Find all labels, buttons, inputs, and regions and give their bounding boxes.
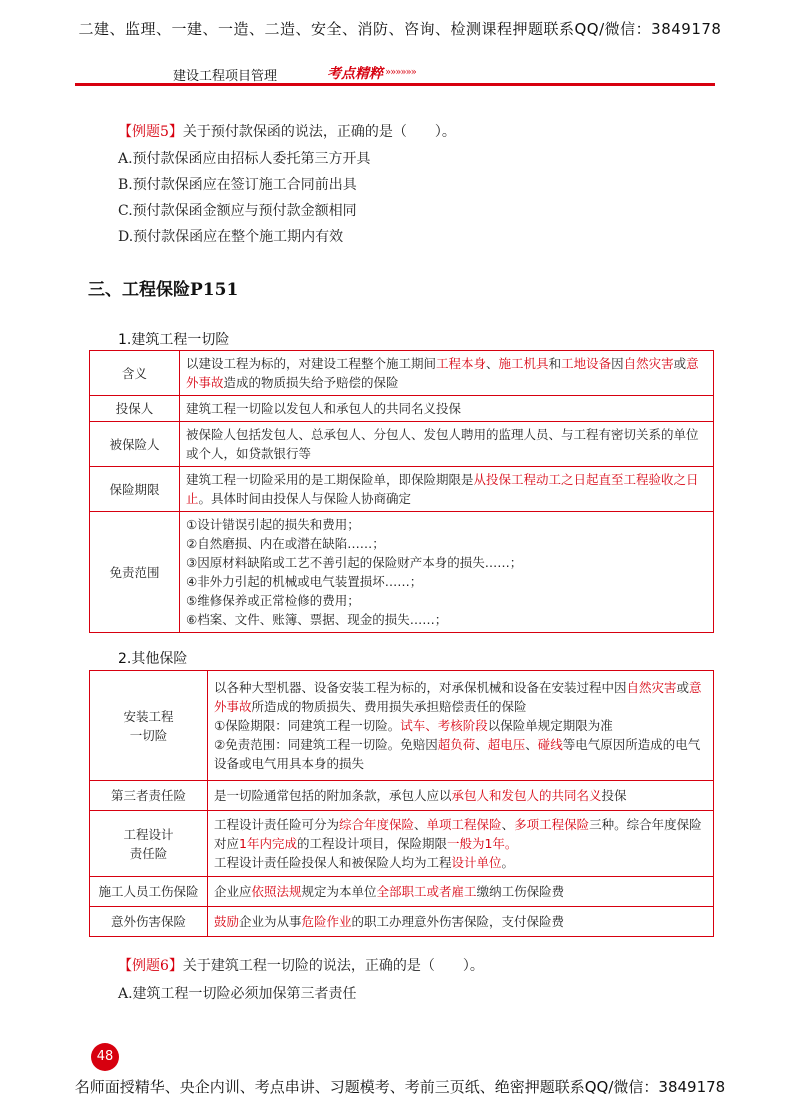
table-row <box>90 512 714 633</box>
header-arrows-icon: »»»»»» <box>385 67 416 78</box>
list-item: ③因原材料缺陷或工艺不善引起的保险财产本身的损失……； <box>186 555 523 570</box>
table-row <box>90 351 714 396</box>
example5-text: 关于预付款保函的说法，正确的是（ ）。 <box>182 124 456 140</box>
table-row <box>90 781 714 811</box>
row-key: 施工人员工伤保险 <box>90 877 208 907</box>
example5-tag: 【例题5】 <box>118 124 183 140</box>
example5-option-b: B.预付款保函应在签订施工合同前出具 <box>118 177 357 193</box>
header-title: 建设工程项目管理 <box>173 69 278 84</box>
table-row <box>90 877 714 907</box>
bottom-banner: 名师面授精华、央企内训、考点串讲、习题模考、考前三页纸、绝密押题联系QQ/微信：3849178 <box>74 1078 726 1096</box>
list-item: ⑤维修保养或正常检修的费用； <box>186 593 360 608</box>
row-key: 意外伤害保险 <box>90 907 208 937</box>
subsection-title-1: 1.建筑工程一切险 <box>118 332 230 348</box>
table-row <box>90 422 714 467</box>
list-item: ①设计错误引起的损失和费用； <box>186 517 360 532</box>
other-insurance-table <box>89 670 714 937</box>
section-title: 三、工程保险P151 <box>88 280 239 300</box>
page-number: 48 <box>91 1043 119 1071</box>
example6-tag: 【例题6】 <box>118 958 183 974</box>
row-key: 安装工程 一切险 <box>90 671 208 781</box>
subsection-title-2: 2.其他保险 <box>118 651 188 667</box>
row-value: 鼓励企业为从事危险作业的职工办理意外伤害保险，支付保险费 <box>208 907 714 937</box>
list-item: ②自然磨损、内在或潜在缺陷……； <box>186 536 385 551</box>
header-rule <box>75 83 715 86</box>
construction-all-risk-table <box>89 350 714 633</box>
row-value: 建筑工程一切险以发包人和承包人的共同名义投保 <box>180 396 714 422</box>
row-value: 以建设工程为标的，对建设工程整个施工期间工程本身、施工机具和工地设备因自然灾害或意外事故造成的物质损失给予赔偿的保险 <box>180 351 714 396</box>
table-row <box>90 907 714 937</box>
top-banner: 二建、监理、一建、一造、二造、安全、消防、咨询、检测课程押题联系QQ/微信：3849178 <box>78 20 722 38</box>
example5-option-d: D.预付款保函应在整个施工期内有效 <box>118 229 344 245</box>
list-item: ④非外力引起的机械或电气装置损坏……； <box>186 574 423 589</box>
example6-option-a: A.建筑工程一切险必须加保第三者责任 <box>118 986 357 1002</box>
page-header <box>75 64 715 86</box>
table-row <box>90 467 714 512</box>
row-key: 含义 <box>90 351 180 396</box>
row-key: 被保险人 <box>90 422 180 467</box>
table-row <box>90 811 714 877</box>
table-row <box>90 671 714 781</box>
row-value: 建筑工程一切险采用的是工期保险单，即保险期限是从投保工程动工之日起直至工程验收之日止。具体时间由投保人与保险人协商确定 <box>180 467 714 512</box>
example5-option-c: C.预付款保函金额应与预付款金额相同 <box>118 203 357 219</box>
row-value: 工程设计责任险可分为综合年度保险、单项工程保险、多项工程保险三种。综合年度保险对应1年内完成的工程设计项目，保险期限一般为1年。 工程设计责任险投保人和被保险人均为工程设计单位。 <box>208 811 714 877</box>
list-item: ⑥档案、文件、账簿、票据、现金的损失……； <box>186 612 448 627</box>
row-key: 保险期限 <box>90 467 180 512</box>
row-key: 工程设计 责任险 <box>90 811 208 877</box>
example6-text: 关于建筑工程一切险的说法，正确的是（ ）。 <box>182 958 484 974</box>
row-value: 以各种大型机器、设备安装工程为标的，对承保机械和设备在安装过程中因自然灾害或意外事故所造成的物质损失、费用损失承担赔偿责任的保险 ①保险期限：同建筑工程一切险。试车、考核阶段以保险单规定期限为准 ②免责范围：同建筑工程一切险。免赔因超负荷、超电压、碰线等电气原因所造成的电气设备或电气用具本身的损失 <box>208 671 714 781</box>
row-key: 免责范围 <box>90 512 180 633</box>
row-value: 企业应依照法规规定为本单位全部职工或者雇工缴纳工伤保险费 <box>208 877 714 907</box>
row-key: 第三者责任险 <box>90 781 208 811</box>
row-value <box>180 512 714 633</box>
row-value: 被保险人包括发包人、总承包人、分包人、发包人聘用的监理人员、与工程有密切关系的单位或个人，如贷款银行等 <box>180 422 714 467</box>
table-row <box>90 396 714 422</box>
row-key: 投保人 <box>90 396 180 422</box>
example5-question <box>118 121 456 141</box>
example5-option-a: A.预付款保函应由招标人委托第三方开具 <box>118 151 371 167</box>
row-value: 是一切险通常包括的附加条款，承包人应以承包人和发包人的共同名义投保 <box>208 781 714 811</box>
example6-question <box>118 955 484 975</box>
header-tag: 考点精粹 <box>327 66 383 82</box>
